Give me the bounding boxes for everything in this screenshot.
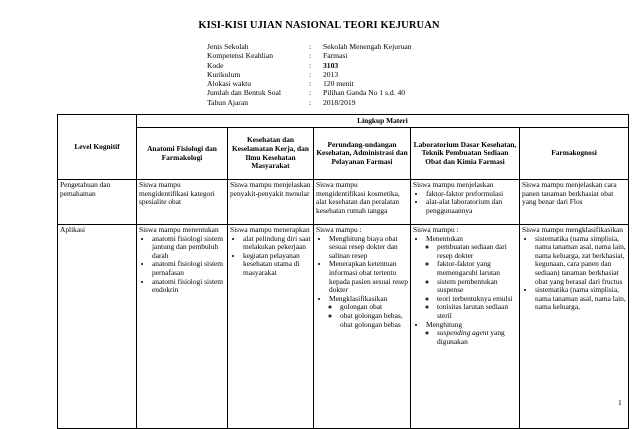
table-cell <box>411 180 520 225</box>
list-item: • kegiatan pelayanan kesehatan utama di masyarakat <box>243 252 311 278</box>
meta-label: Kurikulum <box>207 69 241 79</box>
table-header-row <box>58 115 629 128</box>
sub-list-item: ◦ teori terbentuknya emulsi <box>437 295 517 304</box>
sub-list-item: ◦ obat golongan bebas, obat golongan bebas <box>340 312 408 329</box>
table-cell: Siswa mampu menjelaskan cara panen tanaman berkhasiat obat yang benar dari Flos <box>520 180 629 225</box>
cell-intro: Siswa mampu menerapkan <box>230 225 310 234</box>
sub-list-item: ◦ golongan obat <box>340 303 408 312</box>
meta-colon: : <box>309 60 312 70</box>
cell-intro: Siswa mampu : <box>316 225 362 234</box>
bullet-list <box>522 235 626 312</box>
meta-label: Tahun Ajaran <box>207 97 249 107</box>
italic-term: suspending agent <box>437 328 489 338</box>
meta-label: Kode <box>207 60 224 70</box>
table-cell <box>137 225 228 429</box>
table-cell: Siswa mampu mengidentifikasi kosmetika, alat kesehatan dan peralatan kesehatan rumah tangga <box>314 180 411 225</box>
page-title: KISI-KISI UJIAN NASIONAL TEORI KEJURUAN <box>198 20 440 31</box>
table-cell <box>411 225 520 429</box>
meta-row-curriculum <box>207 70 412 79</box>
list-item <box>426 235 517 321</box>
meta-label: Jumlah dan Bentuk Soal <box>207 88 282 98</box>
column-header: Farmakognosi <box>520 128 629 180</box>
cell-intro: Siswa mampu menentukan <box>139 225 219 234</box>
sub-list <box>426 243 517 320</box>
list-item: • anatomi fisiologi sistem jantung dan pembuluh darah <box>152 235 225 261</box>
table-row <box>58 225 629 429</box>
meta-value: 2018/2019 <box>323 97 356 107</box>
meta-colon: : <box>309 42 312 51</box>
list-item: • faktor-faktor preformulasi <box>426 190 517 199</box>
sub-list-item: ◦ pembuatan sediaan dari resep dokter <box>437 243 517 260</box>
meta-label: Jenis Sekolah <box>207 42 249 51</box>
meta-value: Farmasi <box>323 51 348 61</box>
column-header: Kesehatan dan Keselamatan Kerja, dan Ilmu Kesehatan Masyarakat <box>228 128 314 180</box>
meta-value: Sekolah Menengah Kejuruan <box>323 42 412 51</box>
meta-row-year <box>207 98 412 107</box>
list-item-label: Menentukan <box>426 233 463 243</box>
sub-list-item: ◦ faktor-faktor yang memengaruhi larutan <box>437 260 517 277</box>
group-header: Lingkup Materi <box>137 115 629 128</box>
sub-list <box>329 303 408 329</box>
table-cell <box>520 225 629 429</box>
list-item: • Menerapkan ketentuan informasi obat tertentu kepada pasien sesuai resep dokter <box>329 260 408 294</box>
cell-intro: Siswa mampu : <box>413 225 459 234</box>
list-item: • Menghitung biaya obat sesuai resep dokter dan salinan resep <box>329 235 408 261</box>
meta-row-questions <box>207 88 412 97</box>
list-item: • alat-alat laboratorium dan penggunaannya <box>426 198 517 215</box>
meta-row-school-type <box>207 42 412 51</box>
table-subheader-row <box>58 128 629 180</box>
table-row <box>58 180 629 225</box>
table-cell <box>314 225 411 429</box>
level-header: Level Kognitif <box>58 115 137 180</box>
bullet-list <box>230 235 311 278</box>
column-header: Anatomi Fisiologi dan Farmakologi <box>137 128 228 180</box>
meta-colon: : <box>309 69 312 79</box>
list-item: • anatomi fisiologi sistem endokrin <box>152 278 225 295</box>
bullet-list <box>139 235 225 295</box>
meta-label: Kompetensi Keahlian <box>207 51 274 61</box>
bullet-list <box>413 190 517 216</box>
list-item <box>426 321 517 347</box>
column-header: Laboratorium Dasar Kesehatan, Teknik Pembuatan Sediaan Obat dan Kimia Farmasi <box>411 128 520 180</box>
table-cell: Siswa mampu menjelaskan penyakit-penyakit menular <box>228 180 314 225</box>
meta-label: Alokasi waktu <box>207 79 252 89</box>
list-item-label: Menghitung <box>426 319 463 329</box>
meta-row-competence <box>207 51 412 60</box>
sub-list <box>426 329 517 346</box>
page-number: 1 <box>618 398 622 407</box>
bullet-list <box>413 235 517 347</box>
list-item: • anatomi fisiologi sistem pernafasan <box>152 260 225 277</box>
sub-list-item: ◦ sistem pembentukan suspense <box>437 278 517 295</box>
table-cell: Siswa mampu mengidentifikasi kategori spesialite obat <box>137 180 228 225</box>
meta-colon: : <box>309 88 312 98</box>
meta-value: Pilihan Ganda No 1 s.d. 40 <box>323 88 406 98</box>
bullet-list <box>316 235 408 330</box>
sub-list-text: yang digunakan <box>437 328 505 346</box>
meta-row-code <box>207 61 412 70</box>
list-item: • sistematika (nama simplisia, nama tanaman asal, nama lain, nama keluarga, <box>535 286 626 312</box>
document-metadata <box>207 42 412 107</box>
grid-table <box>57 114 629 429</box>
meta-value: 120 menit <box>323 79 354 89</box>
meta-colon: : <box>309 97 312 107</box>
sub-list-item <box>437 329 517 346</box>
list-item: • alat pelindung diri saat melakukan pekerjaan <box>243 235 311 252</box>
cell-intro: Siswa mampu menjelaskan <box>413 180 494 189</box>
column-header: Perundang-undangan Kesehatan, Administrasi dan Pelayanan Farmasi <box>314 128 411 180</box>
list-item <box>329 295 408 329</box>
level-cell: Aplikasi <box>58 225 137 429</box>
level-cell: Pengetahuan dan pemahaman <box>58 180 137 225</box>
meta-value: 2013 <box>323 69 339 79</box>
meta-value: 3103 <box>323 60 339 70</box>
meta-colon: : <box>309 79 312 89</box>
sub-list-item: ◦ tonisitas larutan sediaan steril <box>437 303 517 320</box>
meta-row-time <box>207 79 412 88</box>
list-item: • sistematika (nama simplisia, nama tanaman asal, nama lain, nama keluarga, zat berkhasiat, kegunaan, cara panen dan sediaan) tanaman berkhasiat obat yang berasal dari fructus <box>535 235 626 287</box>
list-item-label: Mengklasifikasikan <box>329 293 388 303</box>
table-cell <box>228 225 314 429</box>
meta-colon: : <box>309 51 312 61</box>
cell-intro: Siswa mampu mengklasifikasikan <box>522 225 623 234</box>
